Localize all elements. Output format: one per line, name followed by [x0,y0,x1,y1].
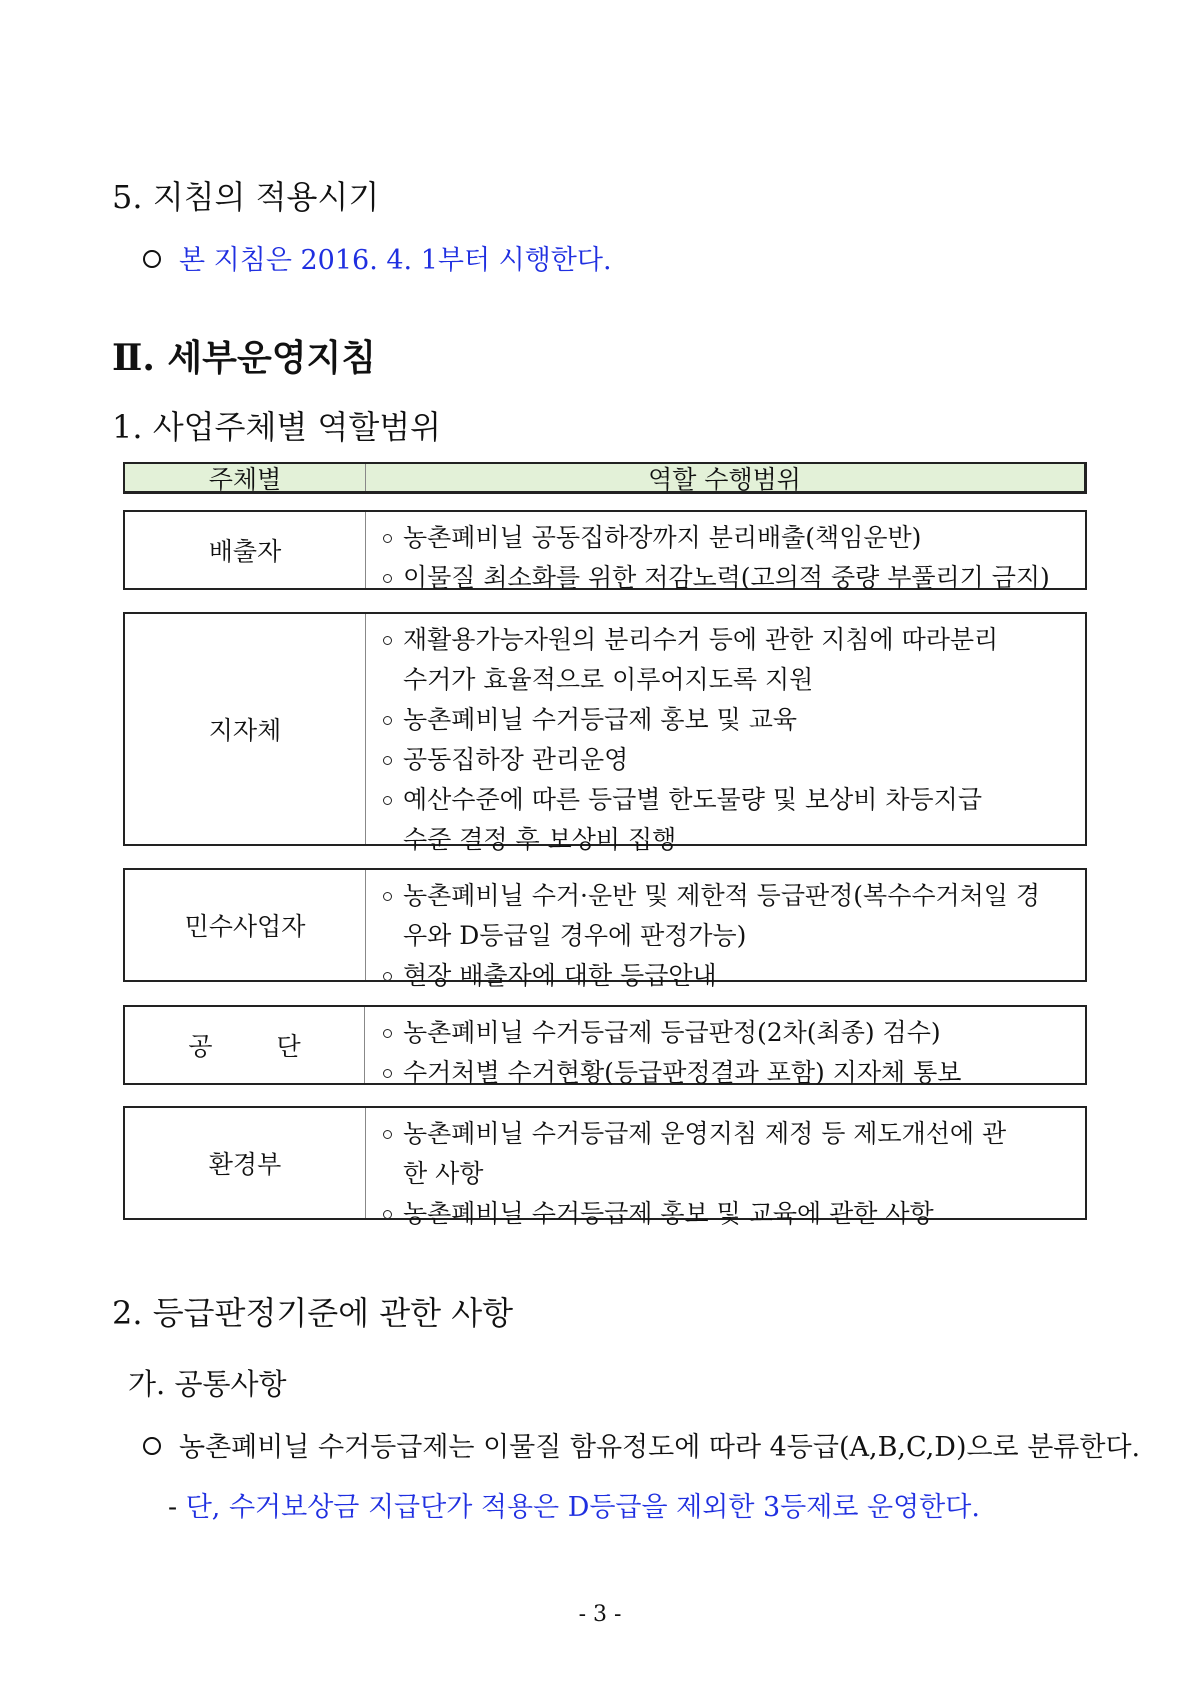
section-2-heading: 2. 등급판정기준에 관한 사항 [112,1294,514,1332]
role-item: 재활용가능자원의 분리수거 등에 관한 지침에 따라분리 [383,620,1075,660]
role-item: 농촌폐비닐 수거등급제 등급판정(2차(최종) 검수) [383,1013,1075,1053]
role-row-corporation [123,1005,1087,1085]
section-2-bullet [143,1425,1140,1464]
role-item: 이물질 최소화를 위한 저감노력(고의적 중량 부풀리기 금지) [383,558,1075,598]
role-item: 공동집하장 관리운영 [383,740,1075,780]
role-item: 농촌폐비닐 수거등급제 운영지침 제정 등 제도개선에 관 [383,1114,1075,1154]
role-item: 농촌폐비닐 수거등급제 홍보 및 교육 [383,700,1075,740]
role-row-ministry [123,1106,1087,1228]
section-5-bullet-text: 본 지침은 2016. 4. 1부터 시행한다. [179,245,612,276]
role-item: 농촌폐비닐 공동집하장까지 분리배출(책임운반) [383,518,1075,558]
circle-bullet-icon [143,1437,161,1455]
role-row-private-operator [123,868,1087,990]
row-roles [365,1007,1085,1087]
section-2-subheading: 가. 공통사항 [128,1367,287,1401]
chapter-2-heading: Ⅱ. 세부운영지침 [112,337,377,379]
role-item: 수거처별 수거현황(등급판정결과 포함) 지자체 통보 [383,1053,1075,1093]
role-row-local-gov [123,612,1087,854]
section-1-heading: 1. 사업주체별 역할범위 [112,408,442,446]
role-item: 현장 배출자에 대한 등급안내 [383,956,1075,996]
circle-bullet-icon [143,250,161,268]
dash-prefix: - [168,1492,178,1523]
section-2-bullet-text: 농촌폐비닐 수거등급제는 이물질 함유정도에 따라 4등급(A,B,C,D)으로 분류한다. [179,1432,1141,1463]
row-entity: 환경부 [125,1108,366,1218]
role-item-continuation: 우와 D등급일 경우에 판정가능) [403,921,747,950]
row-roles [365,512,1085,592]
row-roles [365,614,1085,854]
section-2-dash-line [168,1485,980,1524]
row-entity: 공 단 [125,1007,365,1083]
header-col-entity: 주체별 [125,464,366,491]
role-item: 농촌폐비닐 수거·운반 및 제한적 등급판정(복수수거처일 경 [383,876,1075,916]
row-roles [365,1108,1085,1228]
role-item: 예산수준에 따른 등급별 한도물량 및 보상비 차등지급 [383,780,1075,820]
role-item-continuation: 수거가 효율적으로 이루어지도록 지원 [403,665,814,694]
page-number: - 3 - [578,1602,622,1627]
row-entity: 배출자 [125,512,366,588]
role-row-emitter [123,510,1087,590]
role-item-continuation: 수준 결정 후 보상비 집행 [403,825,677,854]
header-col-role: 역할 수행범위 [648,464,801,494]
row-entity: 지자체 [125,614,366,844]
row-entity: 민수사업자 [125,870,366,980]
role-item-continuation: 한 사항 [403,1159,484,1188]
role-table-header [123,462,1087,494]
section-5-heading: 5. 지침의 적용시기 [112,178,380,216]
section-2-dash-text: 단, 수거보상금 지급단가 적용은 D등급을 제외한 3등제로 운영한다. [185,1492,980,1523]
role-item: 농촌폐비닐 수거등급제 홍보 및 교육에 관한 사항 [383,1194,1075,1234]
section-5-bullet [143,238,612,277]
row-roles [365,870,1085,990]
